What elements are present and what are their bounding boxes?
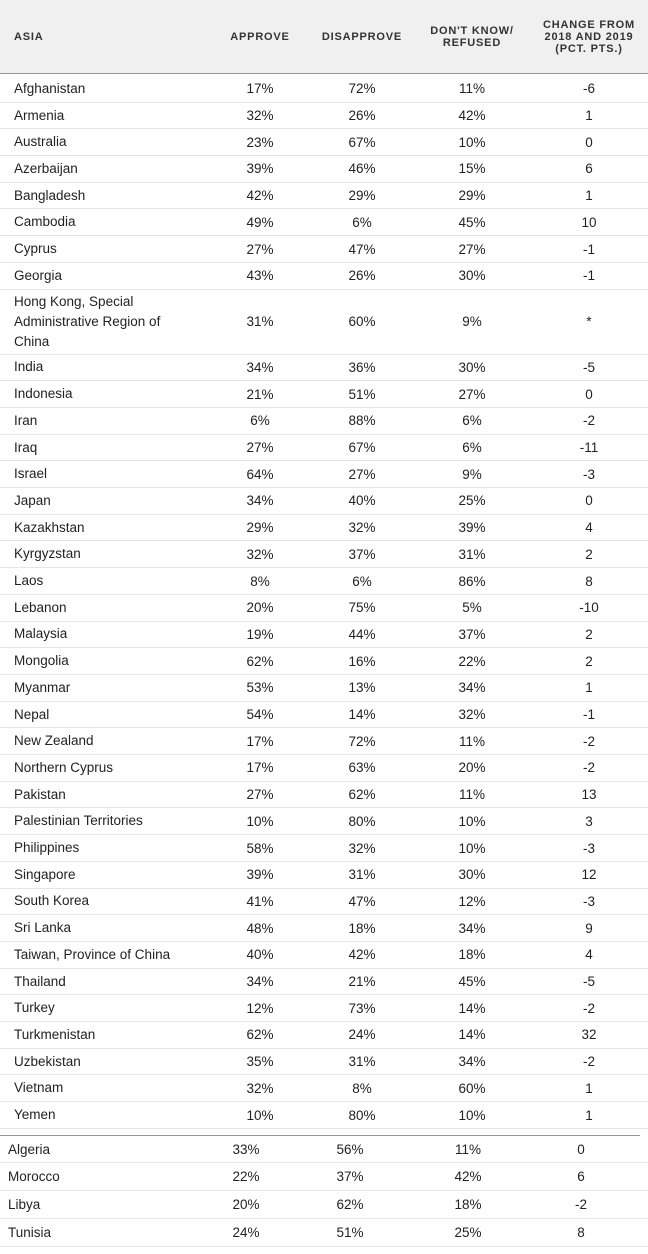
country-cell: Malaysia	[14, 626, 68, 642]
disapprove-cell: 6%	[352, 214, 372, 230]
approve-cell: 8%	[250, 573, 270, 589]
approve-cell: 32%	[246, 108, 274, 124]
country-cell: Sri Lanka	[14, 920, 72, 936]
change-cell: -3	[582, 893, 595, 909]
change-cell: 10	[581, 214, 597, 230]
table-row	[0, 76, 648, 103]
change-cell: -3	[582, 840, 595, 856]
disapprove-cell: 72%	[348, 81, 376, 97]
change-cell: *	[586, 314, 592, 330]
change-cell: 0	[585, 493, 593, 509]
country-cell: Turkmenistan	[14, 1026, 96, 1042]
change-cell: 1	[585, 1080, 593, 1096]
change-cell: -2	[582, 1000, 595, 1016]
change-cell: 0	[577, 1142, 585, 1157]
country-cell: Australia	[14, 134, 67, 150]
disapprove-cell: 14%	[348, 707, 376, 723]
table-row	[0, 702, 648, 729]
disapprove-cell: 47%	[348, 893, 376, 909]
country-cell: Algeria	[8, 1141, 51, 1157]
change-cell: -1	[582, 707, 595, 723]
country-cell: Mongolia	[14, 653, 69, 669]
approve-cell: 17%	[246, 760, 274, 776]
table-row	[0, 129, 648, 156]
approve-cell: 20%	[246, 600, 274, 616]
approve-cell: 62%	[246, 1027, 274, 1043]
country-cell: India	[14, 359, 44, 375]
dont-know-cell: 31%	[458, 546, 486, 562]
table-row	[0, 782, 648, 809]
change-cell: 2	[585, 653, 593, 669]
column-header-region: ASIA	[14, 31, 44, 43]
table-row	[0, 236, 648, 263]
disapprove-cell: 56%	[336, 1142, 364, 1157]
table-row	[0, 210, 648, 237]
approve-cell: 31%	[246, 314, 274, 330]
disapprove-cell: 26%	[348, 108, 376, 124]
approve-cell: 6%	[250, 413, 270, 429]
country-cell: Laos	[14, 573, 44, 589]
approve-cell: 29%	[246, 520, 274, 536]
table-row	[0, 809, 648, 836]
dont-know-cell: 5%	[462, 600, 482, 616]
country-cell: Japan	[14, 492, 51, 508]
change-cell: 8	[585, 573, 593, 589]
approve-cell: 22%	[232, 1169, 260, 1184]
disapprove-cell: 24%	[348, 1027, 376, 1043]
approve-cell: 54%	[246, 707, 274, 723]
dont-know-cell: 25%	[454, 1225, 482, 1240]
disapprove-cell: 21%	[348, 974, 376, 990]
dont-know-cell: 60%	[458, 1080, 486, 1096]
disapprove-cell: 80%	[348, 1107, 376, 1123]
table-row	[0, 1102, 648, 1129]
change-cell: 8	[577, 1225, 585, 1240]
approve-cell: 53%	[246, 680, 274, 696]
approve-cell: 33%	[232, 1142, 260, 1157]
change-cell: -2	[582, 413, 595, 429]
dont-know-cell: 30%	[458, 867, 486, 883]
disapprove-cell: 88%	[348, 413, 376, 429]
disapprove-cell: 72%	[348, 733, 376, 749]
disapprove-cell: 32%	[348, 840, 376, 856]
dont-know-cell: 11%	[458, 81, 486, 97]
country-cell: Uzbekistan	[14, 1053, 81, 1069]
table-row	[0, 1219, 648, 1247]
table-row	[0, 1049, 648, 1076]
change-cell: -1	[582, 268, 595, 284]
dont-know-cell: 9%	[462, 314, 482, 330]
approve-cell: 34%	[246, 359, 274, 375]
dont-know-cell: 6%	[462, 413, 482, 429]
change-cell: -5	[582, 974, 595, 990]
dont-know-cell: 22%	[458, 653, 486, 669]
table-row	[0, 595, 648, 622]
approve-cell: 39%	[246, 867, 274, 883]
disapprove-cell: 80%	[348, 813, 376, 829]
table-row	[0, 183, 648, 210]
change-cell: 1	[585, 680, 593, 696]
approve-cell: 21%	[246, 386, 274, 402]
dont-know-cell: 45%	[458, 974, 486, 990]
dont-know-cell: 34%	[458, 680, 486, 696]
approve-cell: 41%	[246, 893, 274, 909]
change-cell: -6	[582, 81, 595, 97]
table-row	[0, 755, 648, 782]
approve-cell: 43%	[246, 268, 274, 284]
table-row	[0, 381, 648, 408]
dont-know-cell: 42%	[458, 108, 486, 124]
disapprove-cell: 37%	[336, 1169, 364, 1184]
country-cell: Yemen	[14, 1107, 56, 1123]
table-row	[0, 156, 648, 183]
disapprove-cell: 36%	[348, 359, 376, 375]
approve-cell: 64%	[246, 466, 274, 482]
approve-cell: 48%	[246, 920, 274, 936]
change-cell: -3	[582, 466, 595, 482]
table-row	[0, 408, 648, 435]
disapprove-cell: 51%	[348, 386, 376, 402]
approve-cell: 32%	[246, 546, 274, 562]
change-cell: 3	[585, 813, 593, 829]
table-row	[0, 515, 648, 542]
approve-cell: 12%	[246, 1000, 274, 1016]
dont-know-cell: 6%	[462, 440, 482, 456]
change-cell: 1	[585, 1107, 593, 1123]
disapprove-cell: 16%	[348, 653, 376, 669]
country-cell: Israel	[14, 466, 48, 482]
approve-cell: 24%	[232, 1225, 260, 1240]
table-row	[0, 263, 648, 290]
change-cell: 6	[577, 1169, 585, 1184]
dont-know-cell: 10%	[458, 840, 486, 856]
approve-cell: 58%	[246, 840, 274, 856]
country-cell: Myanmar	[14, 679, 71, 695]
change-cell: 0	[585, 134, 593, 150]
country-cell: Bangladesh	[14, 187, 86, 203]
table-row	[0, 969, 648, 996]
disapprove-cell: 62%	[336, 1197, 364, 1212]
dont-know-cell: 34%	[458, 1054, 486, 1070]
disapprove-cell: 40%	[348, 493, 376, 509]
disapprove-cell: 46%	[348, 161, 376, 177]
table-row	[0, 915, 648, 942]
table-row	[0, 435, 648, 462]
country-cell: Cambodia	[14, 214, 76, 230]
country-cell: Singapore	[14, 866, 76, 882]
disapprove-cell: 60%	[348, 314, 376, 330]
change-cell: -11	[579, 440, 599, 456]
dont-know-cell: 15%	[458, 161, 486, 177]
column-header-dont-know: DON'T KNOW/ REFUSED	[430, 25, 514, 49]
table-row	[0, 889, 648, 916]
approve-cell: 23%	[246, 134, 274, 150]
dont-know-cell: 20%	[458, 760, 486, 776]
dont-know-cell: 39%	[458, 520, 486, 536]
dont-know-cell: 37%	[458, 626, 486, 642]
change-cell: 2	[585, 546, 593, 562]
dont-know-cell: 11%	[458, 733, 486, 749]
disapprove-cell: 47%	[348, 241, 376, 257]
country-cell: Azerbaijan	[14, 160, 78, 176]
dont-know-cell: 30%	[458, 359, 486, 375]
table-row	[0, 355, 648, 382]
country-cell: South Korea	[14, 893, 90, 909]
approve-cell: 27%	[246, 787, 274, 803]
dont-know-cell: 12%	[458, 893, 486, 909]
country-cell: Taiwan, Province of China	[14, 946, 171, 962]
table-row	[0, 862, 648, 889]
table-row	[0, 488, 648, 515]
change-cell: -2	[574, 1197, 587, 1212]
country-cell: Armenia	[14, 107, 65, 123]
dont-know-cell: 18%	[458, 947, 486, 963]
table-row	[0, 648, 648, 675]
disapprove-cell: 26%	[348, 268, 376, 284]
country-cell: Turkey	[14, 1000, 55, 1016]
table-header	[0, 0, 648, 74]
country-cell: Afghanistan	[14, 80, 86, 96]
country-cell: Thailand	[14, 973, 66, 989]
column-header-change: CHANGE FROM 2018 AND 2019 (PCT. PTS.)	[543, 19, 635, 55]
column-header-approve: APPROVE	[230, 31, 290, 43]
approve-cell: 40%	[246, 947, 274, 963]
dont-know-cell: 29%	[458, 188, 486, 204]
change-cell: -2	[582, 1054, 595, 1070]
dont-know-cell: 45%	[458, 214, 486, 230]
country-cell: Palestinian Territories	[14, 813, 143, 829]
approve-cell: 20%	[232, 1197, 260, 1212]
change-cell: -2	[582, 733, 595, 749]
table-row	[0, 542, 648, 569]
disapprove-cell: 29%	[348, 188, 376, 204]
approve-cell: 27%	[246, 440, 274, 456]
approve-cell: 34%	[246, 493, 274, 509]
change-cell: 1	[585, 188, 593, 204]
disapprove-cell: 67%	[348, 134, 376, 150]
approve-cell: 35%	[246, 1054, 274, 1070]
approve-cell: 27%	[246, 241, 274, 257]
country-cell: Nepal	[14, 706, 50, 722]
table-row	[0, 568, 648, 595]
column-header-disapprove: DISAPPROVE	[321, 31, 403, 43]
change-cell: 4	[585, 520, 593, 536]
table-row	[0, 995, 648, 1022]
change-cell: 6	[585, 161, 593, 177]
disapprove-cell: 13%	[348, 680, 376, 696]
approve-cell: 39%	[246, 161, 274, 177]
change-cell: -10	[579, 600, 599, 616]
disapprove-cell: 51%	[336, 1225, 364, 1240]
country-cell: Indonesia	[14, 386, 73, 402]
approve-cell: 32%	[246, 1080, 274, 1096]
disapprove-cell: 32%	[348, 520, 376, 536]
disapprove-cell: 44%	[348, 626, 376, 642]
change-cell: 32	[581, 1027, 597, 1043]
dont-know-cell: 10%	[458, 1107, 486, 1123]
country-cell: Tunisia	[8, 1224, 52, 1240]
approve-cell: 17%	[246, 733, 274, 749]
change-cell: 12	[581, 867, 597, 883]
disapprove-cell: 75%	[348, 600, 376, 616]
approve-cell: 19%	[246, 626, 274, 642]
dont-know-cell: 11%	[454, 1142, 482, 1157]
country-cell: Kyrgyzstan	[14, 546, 81, 562]
disapprove-cell: 6%	[352, 573, 372, 589]
table-row	[0, 1191, 648, 1219]
change-cell: -2	[582, 760, 595, 776]
country-cell: Morocco	[8, 1168, 60, 1184]
change-cell: 0	[585, 386, 593, 402]
table-row	[0, 461, 648, 488]
disapprove-cell: 27%	[348, 466, 376, 482]
dont-know-cell: 27%	[458, 241, 486, 257]
disapprove-cell: 37%	[348, 546, 376, 562]
country-cell: Kazakhstan	[14, 519, 85, 535]
dont-know-cell: 10%	[458, 813, 486, 829]
disapprove-cell: 18%	[348, 920, 376, 936]
approve-cell: 49%	[246, 214, 274, 230]
change-cell: 2	[585, 626, 593, 642]
dont-know-cell: 9%	[462, 466, 482, 482]
table-row	[0, 835, 648, 862]
country-cell: Lebanon	[14, 599, 67, 615]
disapprove-cell: 67%	[348, 440, 376, 456]
approve-cell: 10%	[246, 1107, 274, 1123]
disapprove-cell: 31%	[348, 1054, 376, 1070]
table-row	[0, 1022, 648, 1049]
dont-know-cell: 42%	[454, 1169, 482, 1184]
dont-know-cell: 14%	[458, 1027, 486, 1043]
table-row	[0, 622, 648, 649]
disapprove-cell: 8%	[352, 1080, 372, 1096]
disapprove-cell: 42%	[348, 947, 376, 963]
country-cell: Hong Kong, Special Administrative Region of China	[14, 293, 161, 349]
country-cell: Northern Cyprus	[14, 759, 114, 775]
dont-know-cell: 14%	[458, 1000, 486, 1016]
change-cell: 4	[585, 947, 593, 963]
table-row	[0, 1163, 648, 1191]
dont-know-cell: 18%	[454, 1197, 482, 1212]
table-row	[0, 675, 648, 702]
approve-cell: 17%	[246, 81, 274, 97]
section-divider	[0, 1135, 640, 1136]
table-row	[0, 942, 648, 969]
change-cell: 9	[585, 920, 593, 936]
country-cell: New Zealand	[14, 733, 94, 749]
dont-know-cell: 34%	[458, 920, 486, 936]
country-cell: Libya	[8, 1196, 41, 1212]
change-cell: 13	[581, 787, 597, 803]
approve-cell: 10%	[246, 813, 274, 829]
table-row	[0, 1137, 648, 1163]
country-cell: Vietnam	[14, 1080, 64, 1096]
dont-know-cell: 32%	[458, 707, 486, 723]
approve-cell: 34%	[246, 974, 274, 990]
dont-know-cell: 86%	[458, 573, 486, 589]
disapprove-cell: 31%	[348, 867, 376, 883]
country-cell: Pakistan	[14, 786, 66, 802]
country-cell: Iraq	[14, 439, 38, 455]
dont-know-cell: 27%	[458, 386, 486, 402]
change-cell: -5	[582, 359, 595, 375]
disapprove-cell: 62%	[348, 787, 376, 803]
table-row	[0, 1076, 648, 1103]
dont-know-cell: 10%	[458, 134, 486, 150]
dont-know-cell: 30%	[458, 268, 486, 284]
disapprove-cell: 63%	[348, 760, 376, 776]
country-cell: Georgia	[14, 267, 63, 283]
country-cell: Philippines	[14, 840, 80, 856]
table-row	[0, 103, 648, 130]
table-row	[0, 290, 648, 355]
approve-cell: 62%	[246, 653, 274, 669]
dont-know-cell: 11%	[458, 787, 486, 803]
table-row	[0, 728, 648, 755]
approve-cell: 42%	[246, 188, 274, 204]
dont-know-cell: 25%	[458, 493, 486, 509]
country-cell: Cyprus	[14, 241, 57, 257]
disapprove-cell: 73%	[348, 1000, 376, 1016]
change-cell: -1	[582, 241, 595, 257]
change-cell: 1	[585, 108, 593, 124]
country-cell: Iran	[14, 412, 38, 428]
